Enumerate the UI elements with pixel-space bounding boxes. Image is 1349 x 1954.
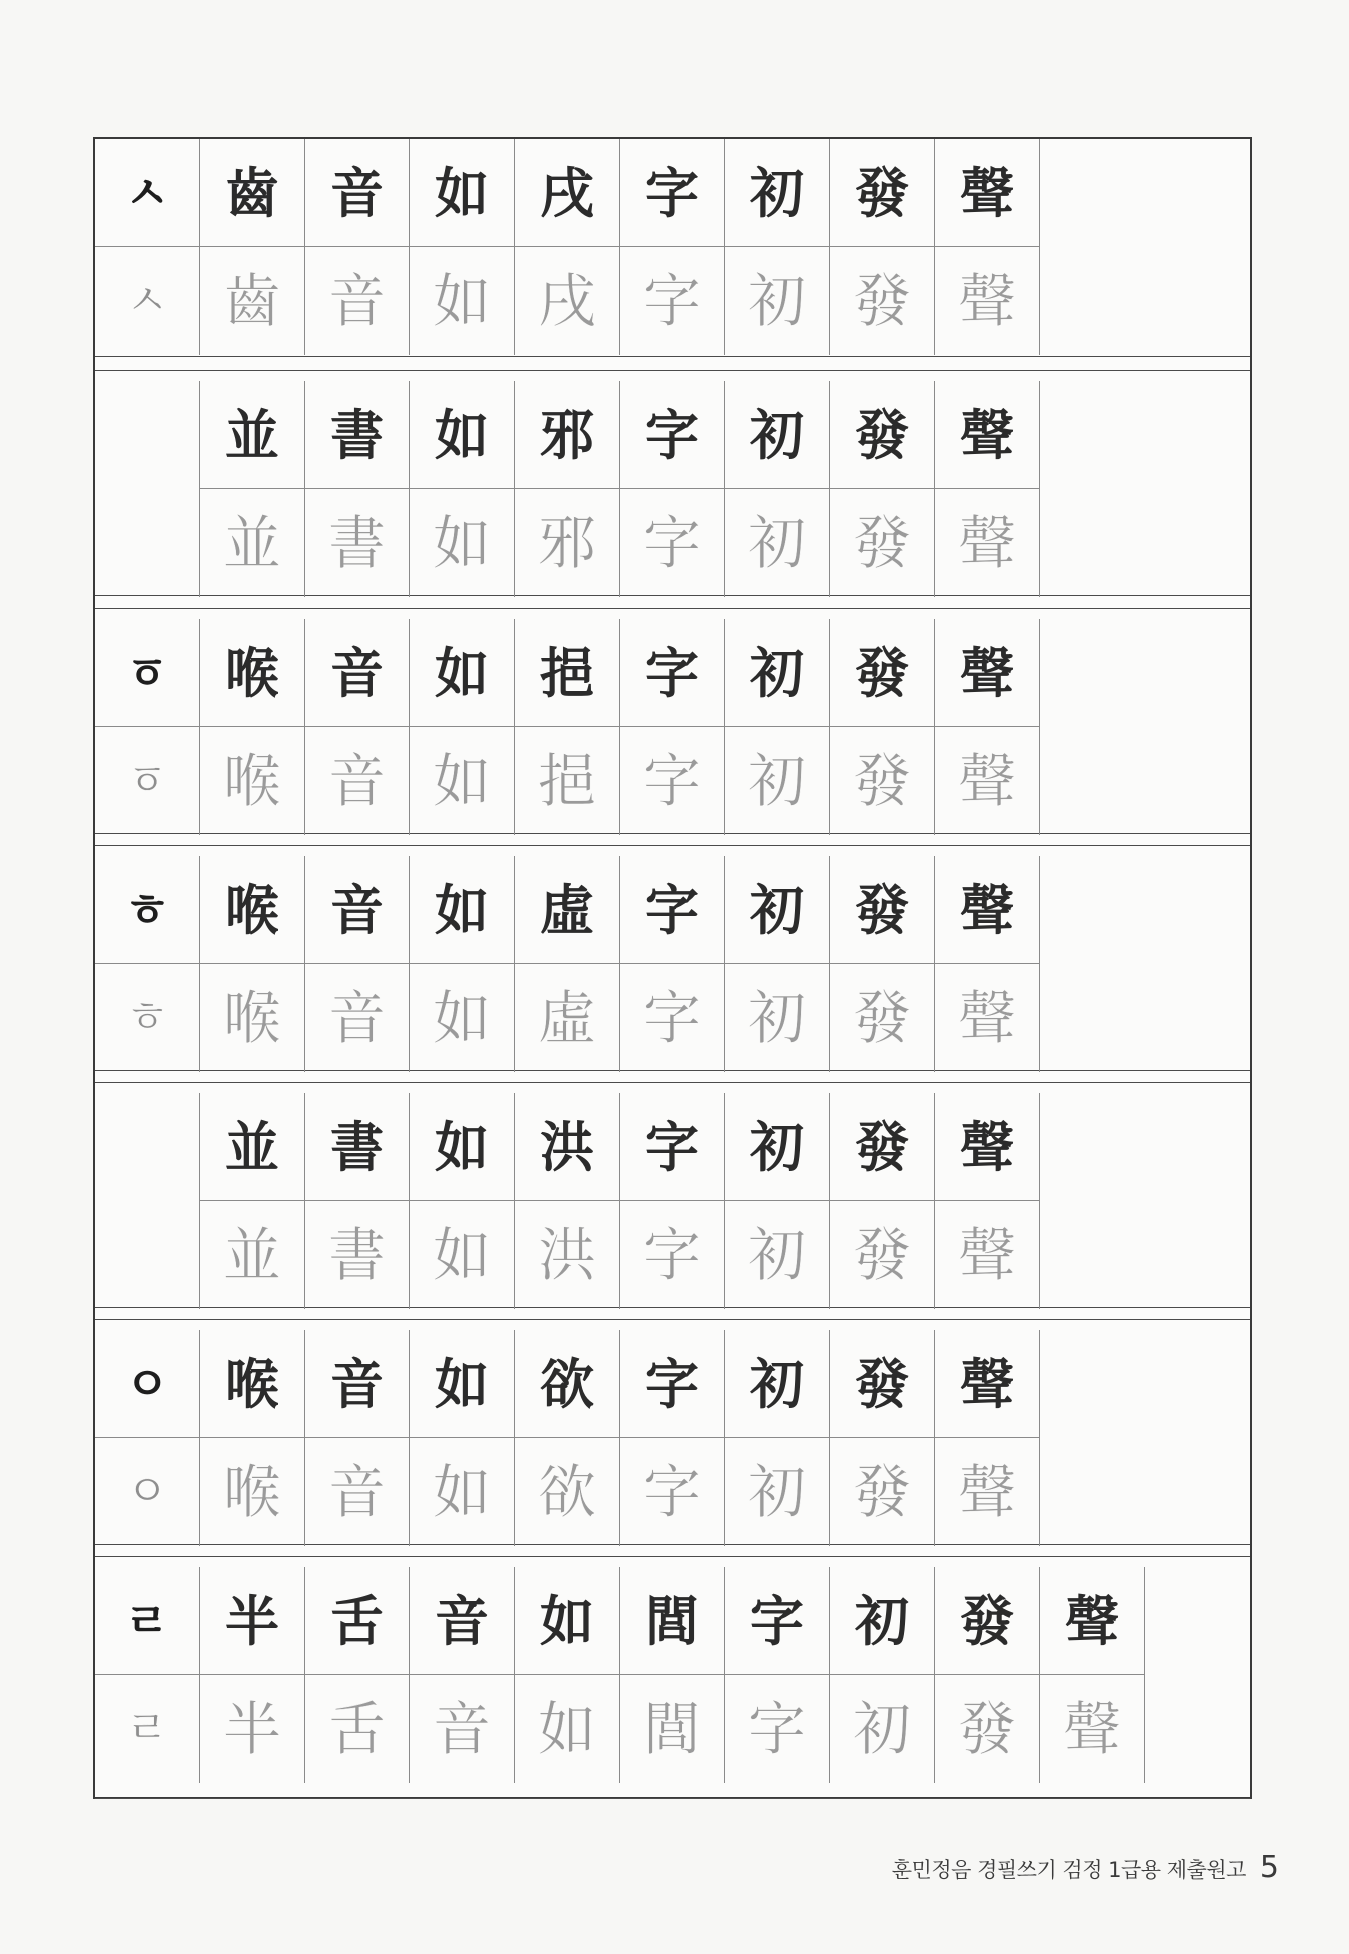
model-row — [95, 619, 1040, 727]
hanja-glyph: 發 — [855, 877, 909, 942]
hanja-glyph: 聲 — [1065, 1588, 1119, 1653]
hanja-cell — [725, 1330, 830, 1438]
hanja-glyph: 戌 — [537, 267, 596, 335]
jamo-glyph: ㄹ — [124, 1593, 170, 1648]
hanja-trace-cell — [200, 489, 305, 597]
hanja-glyph: 如 — [435, 640, 489, 705]
hanja-glyph: 發 — [852, 1458, 911, 1526]
hanja-cell — [200, 856, 305, 964]
hanja-cell — [620, 1093, 725, 1201]
hanja-glyph: 初 — [747, 1458, 806, 1526]
hanja-glyph: 書 — [330, 1114, 384, 1179]
jamo-trace-cell — [95, 1675, 200, 1783]
tracing-row — [95, 964, 1040, 1072]
hanja-cell — [410, 856, 515, 964]
hanja-glyph: 聲 — [957, 747, 1016, 815]
jamo-glyph: ㅅ — [124, 165, 170, 220]
jamo-glyph: ㆆ — [124, 645, 170, 700]
hanja-cell — [200, 1330, 305, 1438]
hanja-glyph: 如 — [537, 1695, 596, 1763]
hanja-glyph: 發 — [957, 1695, 1016, 1763]
hanja-cell — [620, 619, 725, 727]
hanja-glyph: 聲 — [957, 509, 1016, 577]
hanja-glyph: 聲 — [1062, 1695, 1121, 1763]
jamo-cell — [95, 856, 200, 964]
hanja-trace-cell — [200, 727, 305, 835]
hanja-glyph: 發 — [855, 1351, 909, 1416]
hanja-cell — [410, 1567, 515, 1675]
hanja-trace-cell — [935, 247, 1040, 355]
hanja-glyph: 初 — [747, 1221, 806, 1289]
hanja-glyph: 如 — [432, 509, 491, 577]
hanja-glyph: 聲 — [957, 1458, 1016, 1526]
jamo-trace-cell — [95, 489, 200, 597]
hanja-trace-cell — [305, 1438, 410, 1546]
hanja-cell — [620, 381, 725, 489]
hanja-glyph: 並 — [225, 1114, 279, 1179]
hanja-glyph: 音 — [330, 877, 384, 942]
hanja-glyph: 書 — [327, 1221, 386, 1289]
jamo-cell — [95, 619, 200, 727]
hanja-glyph: 音 — [330, 160, 384, 225]
hanja-glyph: 音 — [330, 640, 384, 705]
hanja-trace-cell — [410, 489, 515, 597]
tracing-row — [95, 1201, 1040, 1309]
hanja-glyph: 閭 — [645, 1588, 699, 1653]
hanja-glyph: 字 — [642, 1221, 701, 1289]
hanja-glyph: 初 — [750, 877, 804, 942]
hanja-glyph: 發 — [855, 640, 909, 705]
hanja-glyph: 音 — [432, 1695, 491, 1763]
hanja-trace-cell — [1040, 1675, 1145, 1783]
hanja-glyph: 喉 — [225, 877, 279, 942]
hanja-glyph: 如 — [435, 160, 489, 225]
verse-block — [95, 608, 1250, 834]
hanja-glyph: 字 — [645, 1351, 699, 1416]
hanja-trace-cell — [305, 727, 410, 835]
jamo-cell — [95, 1567, 200, 1675]
model-row — [95, 1567, 1145, 1675]
hanja-trace-cell — [410, 727, 515, 835]
hanja-glyph: 齒 — [225, 160, 279, 225]
hanja-glyph: 音 — [435, 1588, 489, 1653]
hanja-trace-cell — [620, 964, 725, 1072]
hanja-glyph: 欲 — [540, 1351, 594, 1416]
hanja-cell — [725, 856, 830, 964]
hanja-glyph: 字 — [645, 877, 699, 942]
hanja-glyph: 並 — [225, 402, 279, 467]
hanja-cell — [305, 1093, 410, 1201]
hanja-cell — [725, 381, 830, 489]
hanja-glyph: 發 — [852, 984, 911, 1052]
hanja-cell — [410, 381, 515, 489]
hanja-glyph: 聲 — [957, 1221, 1016, 1289]
verse-block — [95, 1556, 1250, 1799]
hanja-trace-cell — [830, 964, 935, 1072]
jamo-glyph: ㄹ — [125, 1703, 169, 1754]
jamo-glyph: ㅇ — [125, 1466, 169, 1517]
hanja-cell — [200, 139, 305, 247]
hanja-trace-cell — [935, 1675, 1040, 1783]
hanja-cell — [830, 1093, 935, 1201]
hanja-trace-cell — [725, 1438, 830, 1546]
hanja-glyph: 發 — [852, 747, 911, 815]
hanja-glyph: 聲 — [960, 1114, 1014, 1179]
hanja-trace-cell — [515, 964, 620, 1072]
hanja-trace-cell — [620, 1438, 725, 1546]
hanja-glyph: 字 — [642, 747, 701, 815]
verse-block — [95, 370, 1250, 596]
hanja-trace-cell — [725, 1675, 830, 1783]
hanja-glyph: 邪 — [537, 509, 596, 577]
verse-block — [95, 845, 1250, 1071]
hanja-cell — [515, 381, 620, 489]
hanja-trace-cell — [620, 247, 725, 355]
jamo-trace-cell — [95, 964, 200, 1072]
hanja-cell — [725, 139, 830, 247]
hanja-glyph: 初 — [750, 640, 804, 705]
hanja-trace-cell — [515, 247, 620, 355]
hanja-cell — [200, 1567, 305, 1675]
hanja-glyph: 如 — [435, 402, 489, 467]
hanja-glyph: 虛 — [540, 877, 594, 942]
hanja-trace-cell — [200, 964, 305, 1072]
jamo-cell — [95, 381, 200, 489]
hanja-trace-cell — [725, 964, 830, 1072]
jamo-cell — [95, 139, 200, 247]
hanja-glyph: 字 — [642, 984, 701, 1052]
hanja-glyph: 洪 — [537, 1221, 596, 1289]
hanja-glyph: 如 — [432, 267, 491, 335]
hanja-trace-cell — [935, 489, 1040, 597]
hanja-glyph: 戌 — [540, 160, 594, 225]
hanja-trace-cell — [515, 727, 620, 835]
hanja-glyph: 喉 — [222, 747, 281, 815]
hanja-glyph: 發 — [855, 160, 909, 225]
hanja-cell — [830, 381, 935, 489]
hanja-cell — [305, 619, 410, 727]
hanja-trace-cell — [200, 1201, 305, 1309]
verse-block — [95, 139, 1250, 357]
hanja-glyph: 初 — [747, 747, 806, 815]
hanja-glyph: 聲 — [960, 160, 1014, 225]
hanja-glyph: 如 — [432, 1221, 491, 1289]
hanja-cell — [830, 856, 935, 964]
hanja-glyph: 初 — [750, 1114, 804, 1179]
hanja-trace-cell — [515, 489, 620, 597]
page-number: 5 — [1259, 1850, 1279, 1885]
hanja-trace-cell — [935, 727, 1040, 835]
hanja-trace-cell — [305, 247, 410, 355]
hanja-glyph: 音 — [327, 1458, 386, 1526]
hanja-glyph: 欲 — [537, 1458, 596, 1526]
hanja-cell — [305, 856, 410, 964]
hanja-glyph: 邪 — [540, 402, 594, 467]
hanja-glyph: 聲 — [960, 877, 1014, 942]
hanja-glyph: 如 — [435, 1351, 489, 1416]
jamo-glyph: ㅎ — [124, 882, 170, 937]
hanja-glyph: 發 — [852, 267, 911, 335]
hanja-glyph: 聲 — [957, 984, 1016, 1052]
hanja-glyph: 書 — [330, 402, 384, 467]
model-row — [95, 856, 1040, 964]
hanja-glyph: 喉 — [225, 640, 279, 705]
hanja-cell — [410, 139, 515, 247]
hanja-cell — [935, 1330, 1040, 1438]
hanja-cell — [515, 1330, 620, 1438]
hanja-glyph: 如 — [435, 877, 489, 942]
hanja-cell — [620, 1330, 725, 1438]
page-footer — [892, 1850, 1279, 1885]
hanja-cell — [935, 139, 1040, 247]
tracing-row — [95, 1438, 1040, 1546]
hanja-cell — [305, 139, 410, 247]
hanja-cell — [515, 1567, 620, 1675]
hanja-cell — [725, 1093, 830, 1201]
hanja-cell — [935, 381, 1040, 489]
hanja-cell — [620, 1567, 725, 1675]
hanja-glyph: 字 — [645, 402, 699, 467]
hanja-glyph: 字 — [642, 509, 701, 577]
hanja-glyph: 如 — [432, 1458, 491, 1526]
hanja-glyph: 音 — [327, 747, 386, 815]
hanja-trace-cell — [410, 1201, 515, 1309]
hanja-trace-cell — [725, 1201, 830, 1309]
hanja-cell — [725, 1567, 830, 1675]
jamo-trace-cell — [95, 1438, 200, 1546]
hanja-trace-cell — [830, 1675, 935, 1783]
hanja-glyph: 發 — [855, 402, 909, 467]
hanja-glyph: 字 — [645, 1114, 699, 1179]
hanja-glyph: 齒 — [222, 267, 281, 335]
hanja-trace-cell — [935, 964, 1040, 1072]
tracing-row — [95, 489, 1040, 597]
hanja-glyph: 如 — [435, 1114, 489, 1179]
footer-title: 훈민정음 경필쓰기 검정 1급용 제출원고 — [891, 1858, 1246, 1882]
hanja-glyph: 聲 — [960, 640, 1014, 705]
model-row — [95, 1330, 1040, 1438]
hanja-trace-cell — [830, 1201, 935, 1309]
verse-block — [95, 1082, 1250, 1308]
hanja-cell — [200, 619, 305, 727]
jamo-glyph: ㆆ — [125, 755, 169, 806]
jamo-glyph: ㅇ — [124, 1356, 170, 1411]
hanja-glyph: 字 — [645, 160, 699, 225]
hanja-trace-cell — [830, 489, 935, 597]
tracing-row — [95, 1675, 1145, 1783]
hanja-cell — [935, 856, 1040, 964]
jamo-trace-cell — [95, 727, 200, 835]
hanja-glyph: 如 — [540, 1588, 594, 1653]
hanja-glyph: 並 — [222, 1221, 281, 1289]
hanja-glyph: 如 — [432, 984, 491, 1052]
hanja-cell — [935, 619, 1040, 727]
hanja-glyph: 音 — [327, 267, 386, 335]
hanja-cell — [515, 856, 620, 964]
hanja-glyph: 初 — [747, 267, 806, 335]
hanja-trace-cell — [725, 247, 830, 355]
hanja-glyph: 初 — [855, 1588, 909, 1653]
hanja-cell — [830, 619, 935, 727]
jamo-glyph: ㅎ — [125, 992, 169, 1043]
hanja-glyph: 喉 — [222, 984, 281, 1052]
hanja-trace-cell — [830, 727, 935, 835]
hanja-glyph: 聲 — [957, 267, 1016, 335]
hanja-glyph: 挹 — [537, 747, 596, 815]
hanja-glyph: 舌 — [330, 1588, 384, 1653]
hanja-trace-cell — [620, 489, 725, 597]
hanja-glyph: 音 — [327, 984, 386, 1052]
hanja-glyph: 虛 — [537, 984, 596, 1052]
hanja-glyph: 初 — [747, 984, 806, 1052]
hanja-trace-cell — [410, 964, 515, 1072]
hanja-glyph: 初 — [750, 160, 804, 225]
hanja-trace-cell — [200, 1438, 305, 1546]
hanja-trace-cell — [200, 1675, 305, 1783]
hanja-trace-cell — [515, 1201, 620, 1309]
hanja-trace-cell — [515, 1675, 620, 1783]
hanja-glyph: 閭 — [642, 1695, 701, 1763]
hanja-cell — [620, 856, 725, 964]
hanja-glyph: 初 — [852, 1695, 911, 1763]
hanja-glyph: 舌 — [327, 1695, 386, 1763]
jamo-trace-cell — [95, 247, 200, 355]
hanja-trace-cell — [620, 1675, 725, 1783]
hanja-glyph: 喉 — [222, 1458, 281, 1526]
practice-sheet — [93, 137, 1252, 1799]
hanja-cell — [1040, 1567, 1145, 1675]
verse-block — [95, 1319, 1250, 1545]
hanja-trace-cell — [410, 1438, 515, 1546]
jamo-cell — [95, 1093, 200, 1201]
hanja-glyph: 字 — [642, 1458, 701, 1526]
tracing-row — [95, 247, 1040, 355]
hanja-cell — [830, 1330, 935, 1438]
hanja-glyph: 發 — [855, 1114, 909, 1179]
hanja-glyph: 半 — [222, 1695, 281, 1763]
hanja-glyph: 聲 — [960, 1351, 1014, 1416]
hanja-glyph: 半 — [225, 1588, 279, 1653]
hanja-cell — [410, 619, 515, 727]
hanja-trace-cell — [620, 1201, 725, 1309]
hanja-glyph: 聲 — [960, 402, 1014, 467]
hanja-cell — [935, 1567, 1040, 1675]
hanja-glyph: 初 — [750, 1351, 804, 1416]
hanja-cell — [725, 619, 830, 727]
hanja-glyph: 洪 — [540, 1114, 594, 1179]
hanja-cell — [200, 381, 305, 489]
hanja-cell — [935, 1093, 1040, 1201]
jamo-glyph: ㅅ — [125, 275, 169, 326]
hanja-cell — [515, 619, 620, 727]
hanja-cell — [410, 1093, 515, 1201]
hanja-trace-cell — [725, 489, 830, 597]
model-row — [95, 381, 1040, 489]
hanja-glyph: 發 — [852, 509, 911, 577]
hanja-trace-cell — [305, 964, 410, 1072]
hanja-trace-cell — [200, 247, 305, 355]
hanja-cell — [515, 1093, 620, 1201]
hanja-glyph: 書 — [327, 509, 386, 577]
hanja-glyph: 發 — [960, 1588, 1014, 1653]
hanja-glyph: 字 — [645, 640, 699, 705]
hanja-trace-cell — [410, 247, 515, 355]
hanja-cell — [515, 139, 620, 247]
hanja-glyph: 喉 — [225, 1351, 279, 1416]
hanja-cell — [305, 381, 410, 489]
hanja-glyph: 初 — [750, 402, 804, 467]
model-row — [95, 1093, 1040, 1201]
hanja-glyph: 音 — [330, 1351, 384, 1416]
hanja-trace-cell — [620, 727, 725, 835]
hanja-trace-cell — [305, 1201, 410, 1309]
hanja-trace-cell — [515, 1438, 620, 1546]
hanja-cell — [305, 1567, 410, 1675]
hanja-cell — [830, 1567, 935, 1675]
hanja-trace-cell — [725, 727, 830, 835]
hanja-trace-cell — [830, 1438, 935, 1546]
hanja-glyph: 初 — [747, 509, 806, 577]
hanja-glyph: 字 — [747, 1695, 806, 1763]
hanja-glyph: 並 — [222, 509, 281, 577]
hanja-trace-cell — [935, 1438, 1040, 1546]
hanja-cell — [830, 139, 935, 247]
hanja-glyph: 字 — [642, 267, 701, 335]
hanja-glyph: 發 — [852, 1221, 911, 1289]
model-row — [95, 139, 1040, 247]
hanja-cell — [410, 1330, 515, 1438]
hanja-glyph: 如 — [432, 747, 491, 815]
hanja-trace-cell — [305, 1675, 410, 1783]
jamo-trace-cell — [95, 1201, 200, 1309]
hanja-glyph: 字 — [750, 1588, 804, 1653]
hanja-cell — [200, 1093, 305, 1201]
hanja-cell — [620, 139, 725, 247]
hanja-cell — [305, 1330, 410, 1438]
hanja-glyph: 挹 — [540, 640, 594, 705]
hanja-trace-cell — [830, 247, 935, 355]
hanja-trace-cell — [305, 489, 410, 597]
jamo-cell — [95, 1330, 200, 1438]
hanja-trace-cell — [410, 1675, 515, 1783]
tracing-row — [95, 727, 1040, 835]
hanja-trace-cell — [935, 1201, 1040, 1309]
